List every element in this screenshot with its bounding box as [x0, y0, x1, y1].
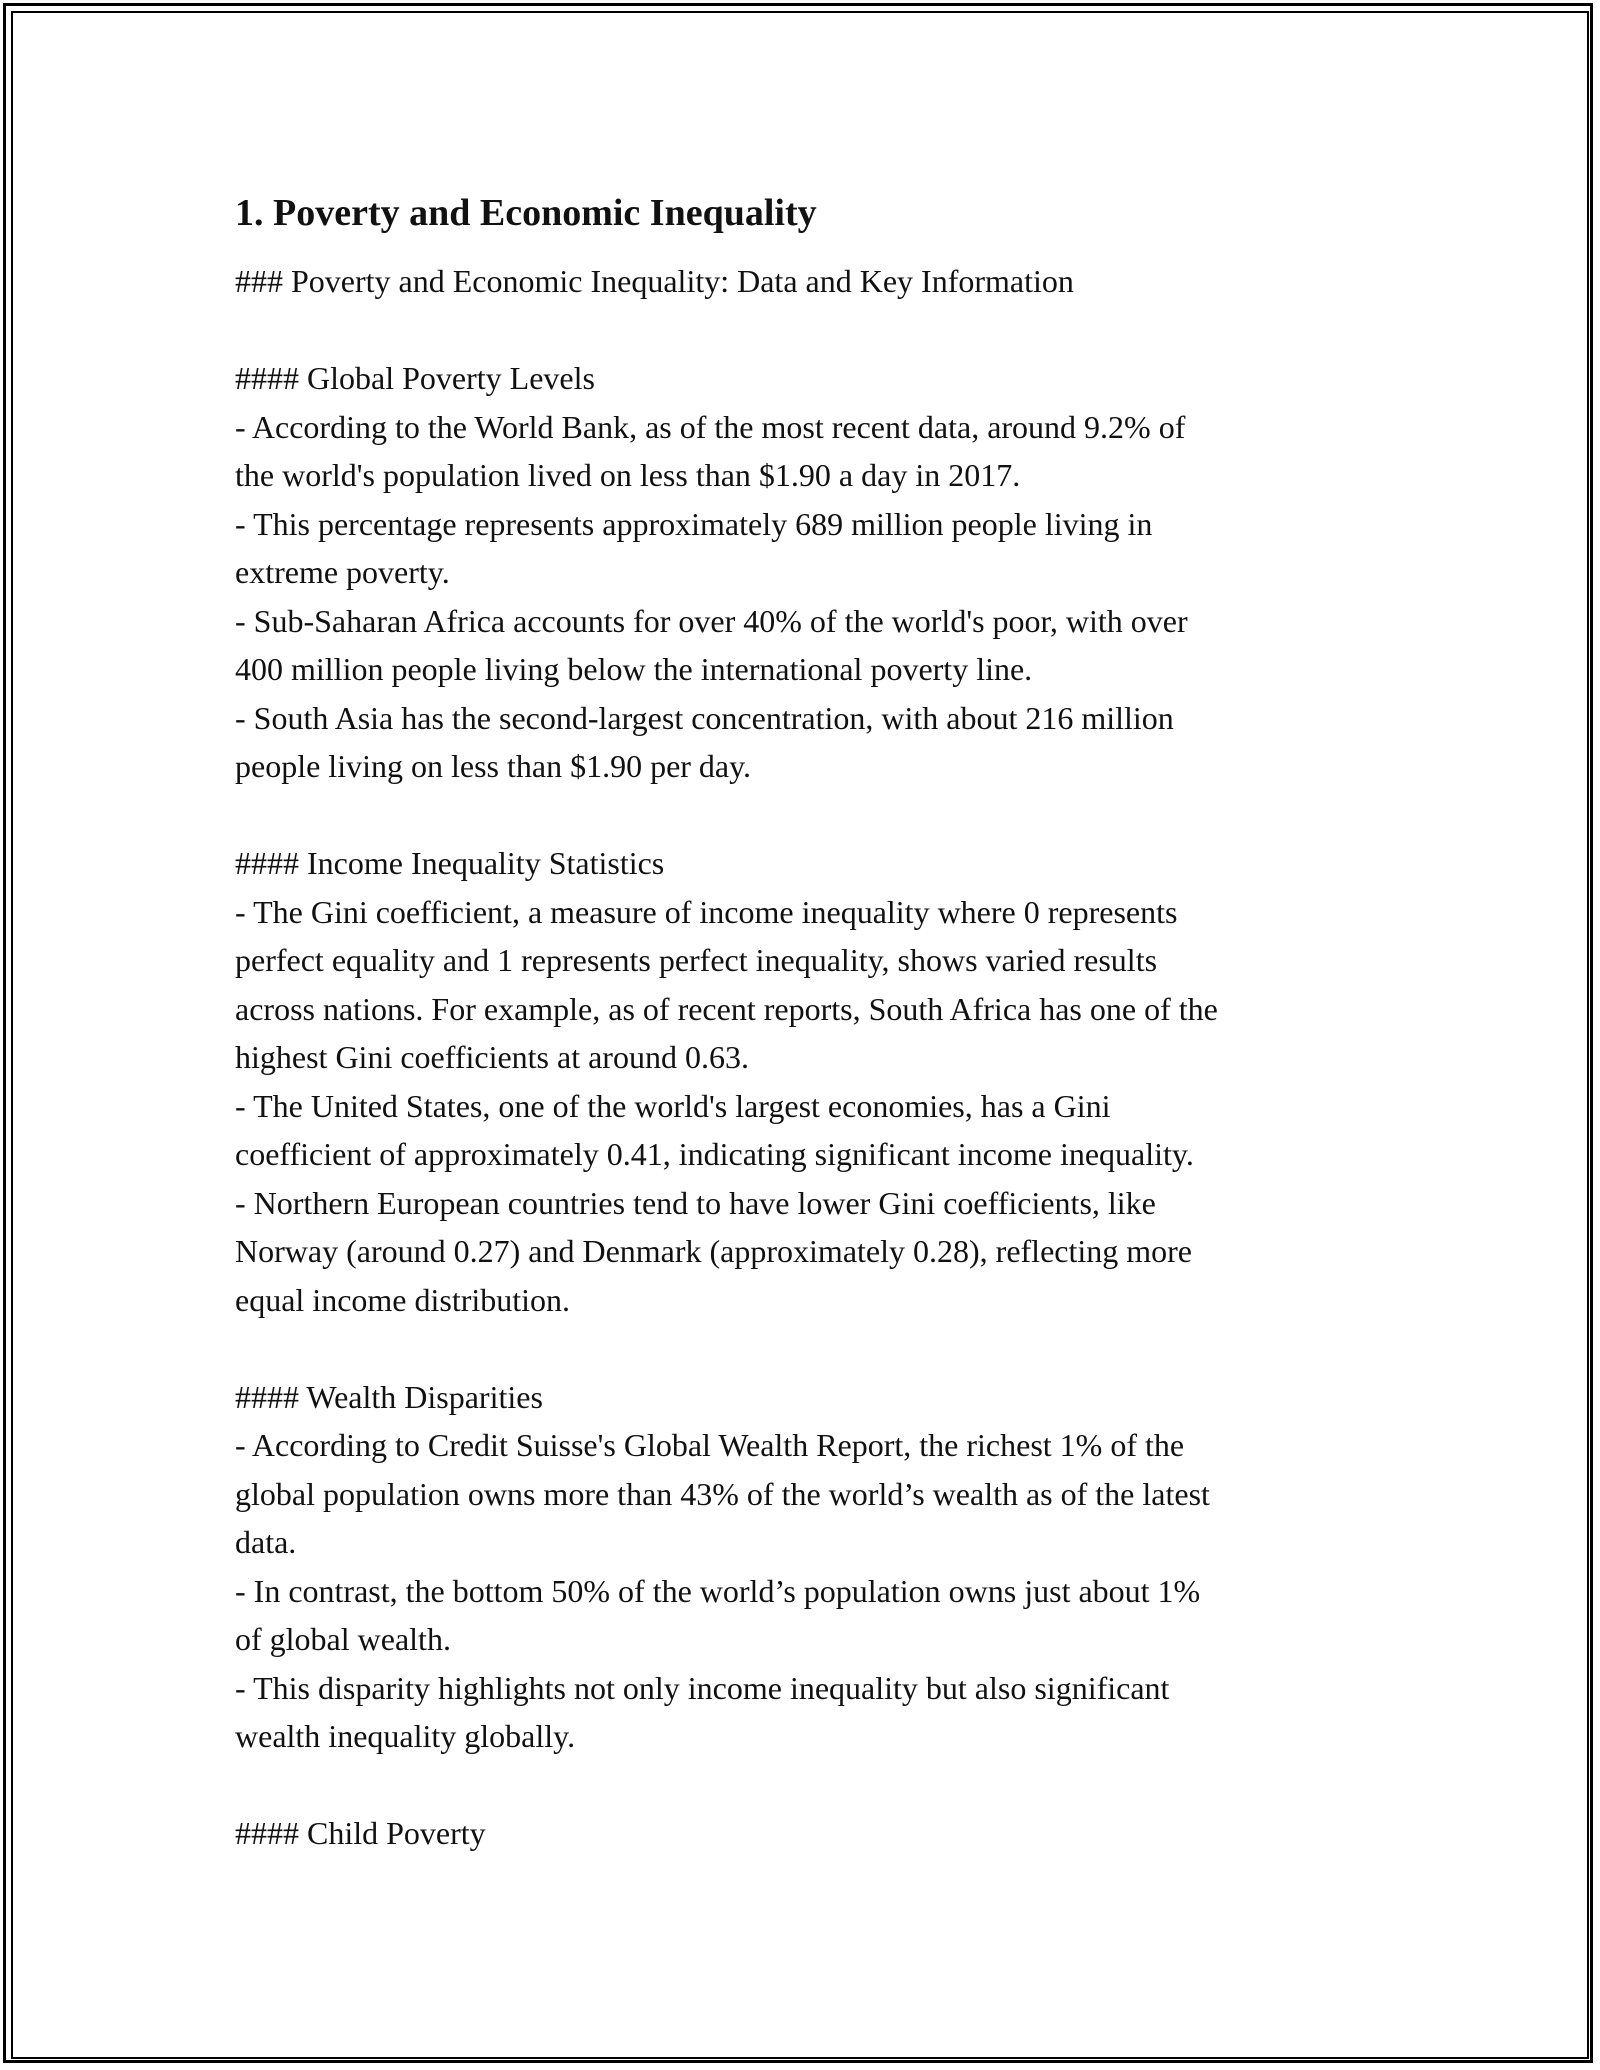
- body-line: - This disparity highlights not only income inequality but also significant: [235, 1669, 1170, 1706]
- body-line: - In contrast, the bottom 50% of the world’s population owns just about 1%: [235, 1572, 1201, 1609]
- section: [235, 1373, 1385, 1810]
- spacer: [235, 306, 1385, 355]
- body-line: across nations. For example, as of recent reports, South Africa has one of the: [235, 990, 1218, 1027]
- section-heading: #### Wealth Disparities: [235, 1378, 543, 1415]
- body-line: of global wealth.: [235, 1621, 451, 1657]
- body-line: Norway (around 0.27) and Denmark (approximately 0.28), reflecting more: [235, 1233, 1192, 1269]
- spacer: [235, 1761, 1385, 1810]
- document-title: 1. Poverty and Economic Inequality: [235, 192, 817, 234]
- body-line: equal income distribution.: [235, 1281, 571, 1318]
- body-line: - The United States, one of the world's largest economies, has a Gini: [235, 1087, 1111, 1124]
- body-line: people living on less than $1.90 per day.: [235, 748, 752, 784]
- section-heading: #### Global Poverty Levels: [235, 360, 595, 396]
- body-line: 400 million people living below the international poverty line.: [235, 651, 1033, 687]
- section-heading: #### Income Inequality Statistics: [235, 845, 665, 881]
- body-line: extreme poverty.: [235, 554, 450, 590]
- document-subheading: ### Poverty and Economic Inequality: Data and Key Information: [235, 263, 1074, 299]
- body-line: the world's population lived on less than $1.90 a day in 2017.: [235, 457, 1021, 493]
- body-line: highest Gini coefficients at around 0.63.: [235, 1039, 749, 1075]
- body-line: - Northern European countries tend to have lower Gini coefficients, like: [235, 1184, 1156, 1221]
- section-heading: #### Child Poverty: [235, 1815, 486, 1851]
- document-body: [235, 185, 1385, 1858]
- body-line: wealth inequality globally.: [235, 1718, 576, 1754]
- body-line: global population owns more than 43% of the world’s wealth as of the latest: [235, 1475, 1210, 1512]
- section: [235, 354, 1385, 839]
- spacer: [235, 791, 1385, 840]
- body-line: - According to the World Bank, as of the most recent data, around 9.2% of: [235, 408, 1186, 445]
- body-line: perfect equality and 1 represents perfect inequality, shows varied results: [235, 942, 1158, 978]
- body-line: - This percentage represents approximately 689 million people living in: [235, 505, 1153, 542]
- body-line: - Sub-Saharan Africa accounts for over 40% of the world's poor, with over: [235, 602, 1188, 639]
- sections-container: [235, 354, 1385, 1858]
- body-line: coefficient of approximately 0.41, indicating significant income inequality.: [235, 1136, 1194, 1172]
- body-line: - South Asia has the second-largest concentration, with about 216 million: [235, 699, 1174, 736]
- spacer: [235, 1324, 1385, 1373]
- section: [235, 1809, 1385, 1858]
- section: [235, 839, 1385, 1373]
- body-line: - The Gini coefficient, a measure of income inequality where 0 represents: [235, 893, 1178, 930]
- body-line: - According to Credit Suisse's Global Wealth Report, the richest 1% of the: [235, 1427, 1185, 1463]
- body-line: data.: [235, 1524, 297, 1560]
